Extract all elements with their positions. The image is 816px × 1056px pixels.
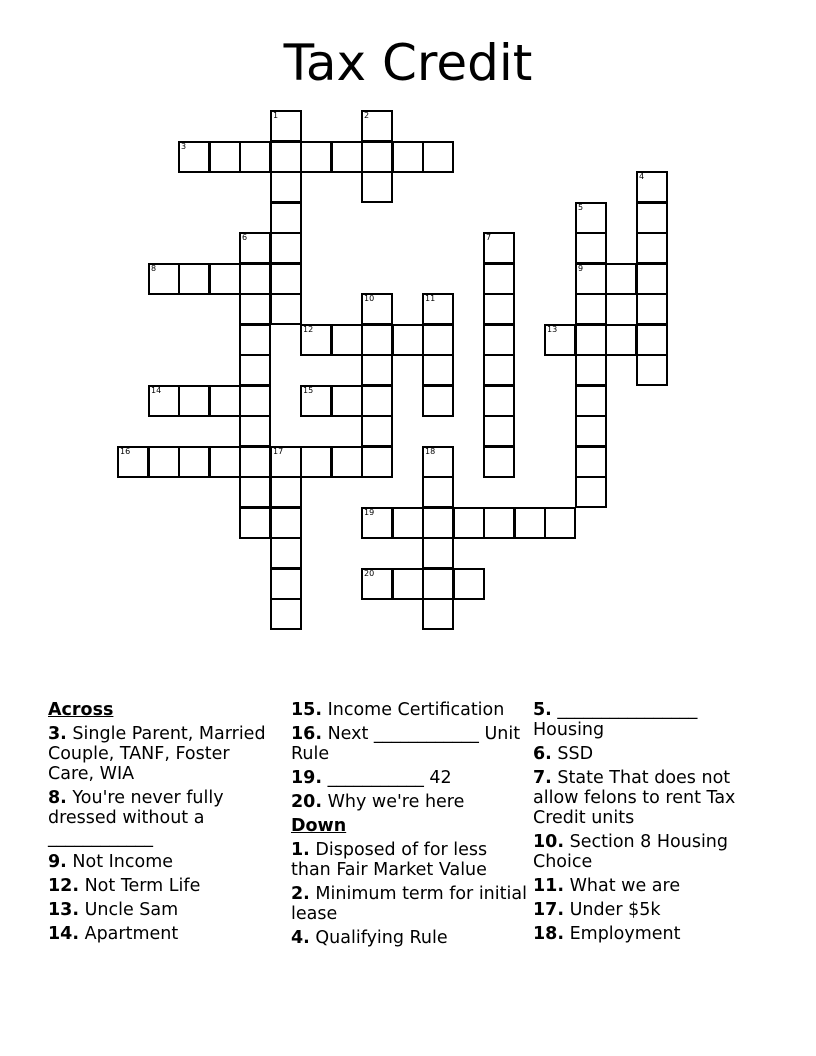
grid-cell[interactable] <box>361 446 393 478</box>
clue-number: 1. <box>291 840 310 860</box>
grid-cell[interactable] <box>270 446 302 478</box>
cell-number: 18 <box>425 447 436 456</box>
grid-cell[interactable] <box>331 324 363 356</box>
clue-down-17[interactable] <box>533 900 768 920</box>
grid-cell[interactable] <box>361 324 393 356</box>
clue-number: 9. <box>48 852 67 872</box>
clue-number: 13. <box>48 900 80 920</box>
clue-text: Disposed of for less than Fair Market Value <box>291 840 488 880</box>
grid-cell[interactable] <box>270 507 302 539</box>
grid-cell[interactable] <box>483 507 515 539</box>
clue-number: 11. <box>533 876 565 896</box>
grid-cell[interactable] <box>422 476 454 508</box>
grid-cell[interactable] <box>575 324 607 356</box>
clue-text: Income Certification <box>327 700 505 720</box>
across-heading: Across <box>48 700 114 720</box>
grid-cell[interactable] <box>575 232 607 264</box>
grid-cell[interactable] <box>453 507 485 539</box>
grid-cell[interactable] <box>422 568 454 600</box>
grid-cell[interactable] <box>361 507 393 539</box>
clue-text: Uncle Sam <box>84 900 179 920</box>
clue-text: Qualifying Rule <box>315 928 448 948</box>
grid-cell[interactable] <box>636 293 668 325</box>
grid-cell[interactable] <box>270 568 302 600</box>
grid-cell[interactable] <box>361 171 393 203</box>
grid-cell[interactable] <box>148 446 180 478</box>
grid-cell[interactable] <box>209 446 241 478</box>
clue-down-6[interactable] <box>533 744 768 764</box>
cell-number: 20 <box>364 569 375 578</box>
clue-number: 18. <box>533 924 565 944</box>
grid-cell[interactable] <box>453 568 485 600</box>
cell-number: 1 <box>273 111 279 120</box>
grid-cell[interactable] <box>422 385 454 417</box>
cell-number: 8 <box>151 264 157 273</box>
grid-cell[interactable] <box>331 446 363 478</box>
clue-text: Single Parent, Married Couple, TANF, Foster Care, WIA <box>48 724 266 784</box>
grid-cell[interactable] <box>636 354 668 386</box>
grid-cell[interactable] <box>361 293 393 325</box>
clue-number: 14. <box>48 924 80 944</box>
clue-text: Employment <box>569 924 681 944</box>
clue-text: Not Term Life <box>84 876 201 896</box>
clues-column-2 <box>291 700 527 952</box>
clue-number: 10. <box>533 832 565 852</box>
grid-cell[interactable] <box>239 476 271 508</box>
grid-cell[interactable] <box>605 324 637 356</box>
cell-number: 14 <box>151 386 162 395</box>
clue-number: 12. <box>48 876 80 896</box>
grid-cell[interactable] <box>636 202 668 234</box>
grid-cell[interactable] <box>483 324 515 356</box>
clue-number: 3. <box>48 724 67 744</box>
grid-cell[interactable] <box>544 507 576 539</box>
clue-across-20[interactable] <box>291 792 527 812</box>
clue-down-7[interactable] <box>533 768 768 828</box>
grid-cell[interactable] <box>422 507 454 539</box>
clue-text: You're never fully dressed without a ____________ <box>48 788 224 848</box>
grid-cell[interactable] <box>239 415 271 447</box>
clue-number: 20. <box>291 792 323 812</box>
clue-number: 2. <box>291 884 310 904</box>
grid-cell[interactable] <box>209 385 241 417</box>
grid-cell[interactable] <box>361 568 393 600</box>
clue-number: 17. <box>533 900 565 920</box>
cell-number: 6 <box>242 233 248 242</box>
grid-cell[interactable] <box>361 415 393 447</box>
grid-cell[interactable] <box>178 141 210 173</box>
grid-cell[interactable] <box>300 385 332 417</box>
cell-number: 7 <box>486 233 492 242</box>
clue-across-15[interactable] <box>291 700 527 720</box>
grid-cell[interactable] <box>178 446 210 478</box>
grid-cell[interactable] <box>422 293 454 325</box>
grid-cell[interactable] <box>270 110 302 142</box>
grid-cell[interactable] <box>483 385 515 417</box>
grid-cell[interactable] <box>117 446 149 478</box>
grid-cell[interactable] <box>483 263 515 295</box>
cell-number: 3 <box>181 142 187 151</box>
grid-cell[interactable] <box>239 385 271 417</box>
clue-text: Why we're here <box>327 792 465 812</box>
clue-number: 5. <box>533 700 552 720</box>
grid-cell[interactable] <box>575 476 607 508</box>
grid-cell[interactable] <box>148 263 180 295</box>
cell-number: 2 <box>364 111 370 120</box>
grid-cell[interactable] <box>239 354 271 386</box>
grid-cell[interactable] <box>514 507 546 539</box>
grid-cell[interactable] <box>361 141 393 173</box>
clue-text: State That does not allow felons to rent Tax Credit units <box>533 768 736 828</box>
cell-number: 15 <box>303 386 314 395</box>
grid-cell[interactable] <box>361 354 393 386</box>
clue-number: 15. <box>291 700 323 720</box>
grid-cell[interactable] <box>483 415 515 447</box>
grid-cell[interactable] <box>422 446 454 478</box>
grid-cell[interactable] <box>300 446 332 478</box>
cell-number: 4 <box>639 172 645 181</box>
grid-cell[interactable] <box>422 141 454 173</box>
cell-number: 9 <box>578 264 584 273</box>
clues-column-1 <box>48 700 278 948</box>
grid-cell[interactable] <box>300 141 332 173</box>
clue-number: 16. <box>291 724 323 744</box>
grid-cell[interactable] <box>361 110 393 142</box>
grid-cell[interactable] <box>575 354 607 386</box>
grid-cell[interactable] <box>270 171 302 203</box>
clue-number: 4. <box>291 928 310 948</box>
grid-cell[interactable] <box>636 232 668 264</box>
clue-text: What we are <box>569 876 681 896</box>
cell-number: 12 <box>303 325 314 334</box>
clue-across-13[interactable] <box>48 900 278 920</box>
grid-cell[interactable] <box>270 202 302 234</box>
grid-cell[interactable] <box>575 446 607 478</box>
puzzle-title: Tax Credit <box>283 34 533 92</box>
clue-across-19[interactable] <box>291 768 527 788</box>
clue-down-11[interactable] <box>533 876 768 896</box>
cell-number: 10 <box>364 294 375 303</box>
clue-down-4[interactable] <box>291 928 527 948</box>
grid-cell[interactable] <box>483 232 515 264</box>
clue-across-16[interactable] <box>291 724 527 764</box>
cell-number: 19 <box>364 508 375 517</box>
grid-cell[interactable] <box>270 476 302 508</box>
clue-text: Not Income <box>72 852 174 872</box>
clue-text: SSD <box>557 744 594 764</box>
clue-text: Apartment <box>84 924 179 944</box>
clue-number: 6. <box>533 744 552 764</box>
grid-cell[interactable] <box>422 537 454 569</box>
clues-column-3 <box>533 700 768 948</box>
grid-cell[interactable] <box>483 446 515 478</box>
grid-cell[interactable] <box>483 354 515 386</box>
grid-cell[interactable] <box>575 415 607 447</box>
grid-cell[interactable] <box>331 141 363 173</box>
clue-text: Minimum term for initial lease <box>291 884 527 924</box>
grid-cell[interactable] <box>270 293 302 325</box>
clue-text: Next ____________ Unit Rule <box>291 724 521 764</box>
grid-cell[interactable] <box>361 385 393 417</box>
clue-across-14[interactable] <box>48 924 278 944</box>
grid-cell[interactable] <box>392 507 424 539</box>
cell-number: 17 <box>273 447 284 456</box>
grid-cell[interactable] <box>636 263 668 295</box>
clue-text: ___________ 42 <box>327 768 452 788</box>
grid-cell[interactable] <box>300 324 332 356</box>
grid-cell[interactable] <box>422 324 454 356</box>
grid-cell[interactable] <box>270 598 302 630</box>
clue-down-18[interactable] <box>533 924 768 944</box>
cell-number: 11 <box>425 294 436 303</box>
clue-number: 19. <box>291 768 323 788</box>
grid-cell[interactable] <box>422 354 454 386</box>
clue-across-8[interactable] <box>48 788 278 848</box>
grid-cell[interactable] <box>575 293 607 325</box>
grid-cell[interactable] <box>148 385 180 417</box>
clue-text: Section 8 Housing Choice <box>533 832 729 872</box>
grid-cell[interactable] <box>270 232 302 264</box>
grid-cell[interactable] <box>392 324 424 356</box>
clue-across-9[interactable] <box>48 852 278 872</box>
grid-cell[interactable] <box>239 324 271 356</box>
grid-cell[interactable] <box>605 263 637 295</box>
cell-number: 16 <box>120 447 131 456</box>
grid-cell[interactable] <box>575 385 607 417</box>
grid-cell[interactable] <box>392 568 424 600</box>
cell-number: 5 <box>578 203 584 212</box>
clue-across-12[interactable] <box>48 876 278 896</box>
grid-cell[interactable] <box>178 263 210 295</box>
grid-cell[interactable] <box>575 202 607 234</box>
grid-cell[interactable] <box>239 293 271 325</box>
clue-down-10[interactable] <box>533 832 768 872</box>
cell-number: 13 <box>547 325 558 334</box>
grid-cell[interactable] <box>392 141 424 173</box>
clue-down-2[interactable] <box>291 884 527 924</box>
grid-cell[interactable] <box>239 507 271 539</box>
clue-number: 7. <box>533 768 552 788</box>
grid-cell[interactable] <box>636 324 668 356</box>
grid-cell[interactable] <box>239 232 271 264</box>
grid-cell[interactable] <box>270 263 302 295</box>
grid-cell[interactable] <box>209 141 241 173</box>
grid-cell[interactable] <box>483 293 515 325</box>
clue-number: 8. <box>48 788 67 808</box>
grid-cell[interactable] <box>178 385 210 417</box>
clue-text: Under $5k <box>569 900 661 920</box>
clue-text: ________________ Housing <box>533 700 698 740</box>
grid-cell[interactable] <box>239 446 271 478</box>
grid-cell[interactable] <box>270 537 302 569</box>
down-heading: Down <box>291 816 347 836</box>
grid-cell[interactable] <box>422 598 454 630</box>
grid-cell[interactable] <box>544 324 576 356</box>
grid-cell[interactable] <box>575 263 607 295</box>
grid-cell[interactable] <box>636 171 668 203</box>
grid-cell[interactable] <box>239 263 271 295</box>
grid-cell[interactable] <box>209 263 241 295</box>
clue-across-3[interactable] <box>48 724 278 784</box>
clue-down-5[interactable] <box>533 700 768 740</box>
grid-cell[interactable] <box>331 385 363 417</box>
clue-down-1[interactable] <box>291 840 527 880</box>
grid-cell[interactable] <box>239 141 271 173</box>
grid-cell[interactable] <box>270 141 302 173</box>
